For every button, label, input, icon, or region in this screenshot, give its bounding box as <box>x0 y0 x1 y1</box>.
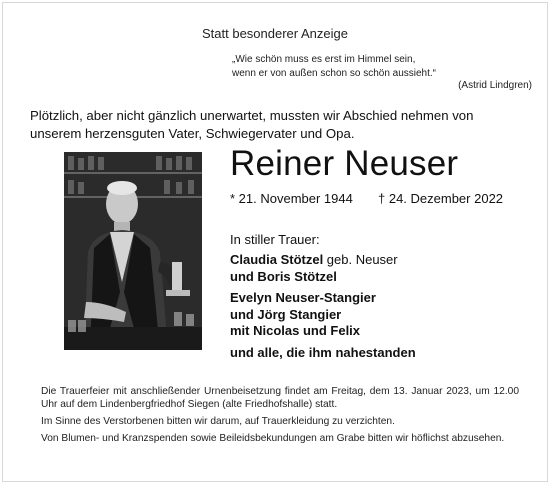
quote-line-2: wenn er von außen schon so schön aussieht.“ <box>232 68 437 79</box>
footer-notes <box>41 385 519 449</box>
mourner-line: und alle, die ihm nahestanden <box>230 344 416 360</box>
life-dates <box>230 191 520 206</box>
portrait-photo <box>64 152 202 350</box>
funeral-info: Die Trauerfeier mit anschließender Urnenbeisetzung findet am Freitag, dem 13. Januar 2023, um 12.00 Uhr auf dem Lindenbergfriedhof Siegen (alte Friedhofshalle) statt. <box>41 386 519 410</box>
intro-line-1: Plötzlich, aber nicht gänzlich unerwartet, mussten wir Abschied nehmen von <box>30 108 474 123</box>
mourner-line: Evelyn Neuser-Stangier <box>230 290 376 305</box>
mourner-group-2 <box>230 290 520 340</box>
quote-author: (Astrid Lindgren) <box>458 80 532 91</box>
birth-date: * 21. November 1944 <box>230 191 353 206</box>
mourner-name: Claudia Stötzel <box>230 252 324 267</box>
mourners-list <box>230 252 520 366</box>
death-date: † 24. Dezember 2022 <box>378 191 504 206</box>
flowers-request: Von Blumen- und Kranzspenden sowie Beileidsbekundungen am Grabe bitten wir höflichst abzusehen. <box>41 433 505 444</box>
intro-text <box>30 107 530 143</box>
intro-line-2: unserem herzensguten Vater, Schwiegervater und Opa. <box>30 126 355 141</box>
deceased-name: Reiner Neuser <box>230 144 459 183</box>
notice-header: Statt besonderer Anzeige <box>202 26 348 41</box>
mourner-group-1 <box>230 252 520 285</box>
mourner-line: und Boris Stötzel <box>230 268 337 284</box>
maiden-name: geb. Neuser <box>323 252 398 267</box>
mourner-line: mit Nicolas und Felix <box>230 323 361 338</box>
portrait-illustration <box>64 152 202 350</box>
mourners-label: In stiller Trauer: <box>230 232 320 247</box>
quote <box>232 53 532 81</box>
dress-request: Im Sinne des Verstorbenen bitten wir darum, auf Trauerkleidung zu verzichten. <box>41 416 395 427</box>
quote-line-1: „Wie schön muss es erst im Himmel sein, <box>232 54 416 65</box>
mourner-line <box>230 252 520 269</box>
mourner-group-3 <box>230 345 520 362</box>
mourner-line: und Jörg Stangier <box>230 306 342 322</box>
